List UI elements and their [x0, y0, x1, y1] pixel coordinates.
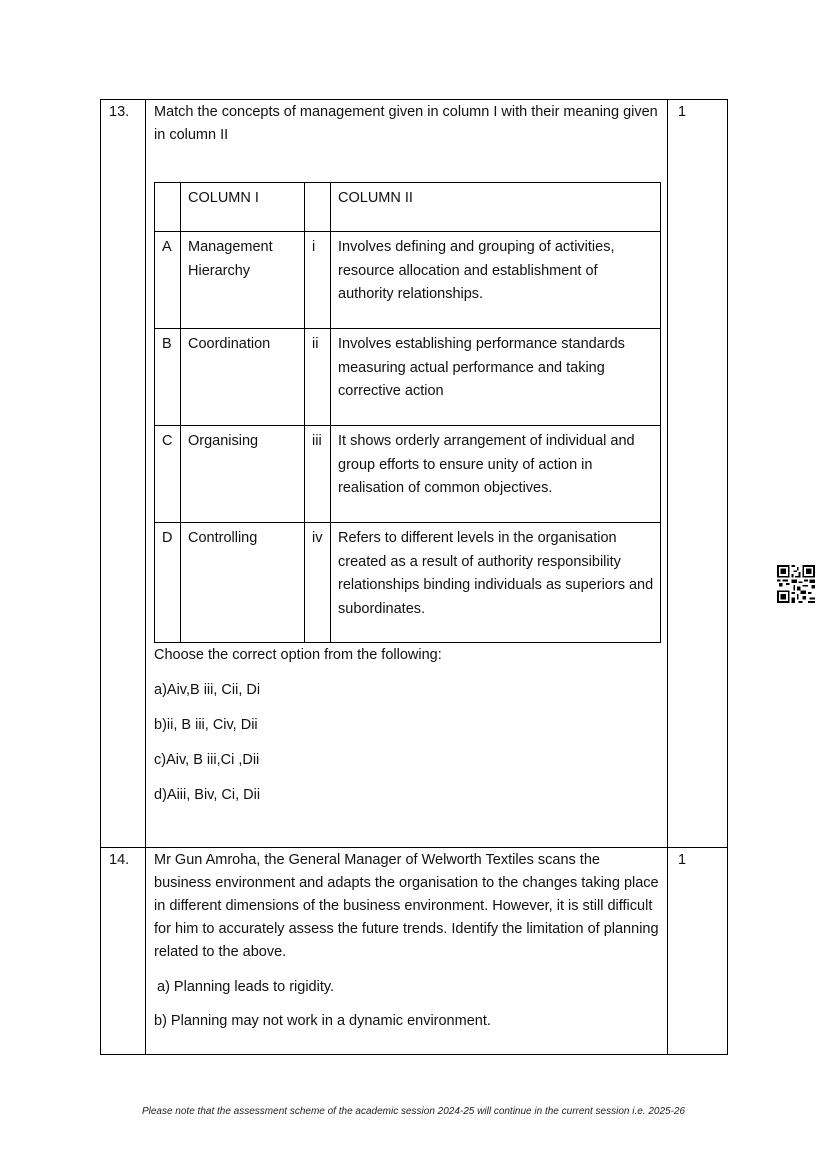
match-row: [155, 232, 661, 329]
option-c: c)Aiv, B iii,Ci ,Dii: [154, 752, 260, 768]
row-meaning: Refers to different levels in the organisation created as a result of authority responsibility relationships binding individuals as superiors and subordinates.: [331, 523, 661, 643]
qr-code-icon: [777, 565, 815, 603]
row-letter: A: [155, 232, 181, 329]
row-meaning: Involves defining and grouping of activities, resource allocation and establishment of authority relationships.: [331, 232, 661, 329]
column-2-header: COLUMN II: [331, 183, 661, 232]
row-concept: Management Hierarchy: [181, 232, 305, 329]
question-marks: 1: [668, 848, 728, 1055]
match-row: [155, 329, 661, 426]
row-roman: ii: [305, 329, 331, 426]
question-number: 13.: [101, 100, 146, 848]
question-body: [146, 848, 668, 1055]
footer-note: Please note that the assessment scheme of the academic session 2024-25 will continue in the current session i.e. 2025-26: [141, 1106, 686, 1117]
column-1-header: COLUMN I: [181, 183, 305, 232]
match-row: [155, 426, 661, 523]
question-body: [146, 100, 668, 848]
row-concept: Coordination: [181, 329, 305, 426]
row-roman: iii: [305, 426, 331, 523]
row-concept: Controlling: [181, 523, 305, 643]
row-roman: i: [305, 232, 331, 329]
option-b: b) Planning may not work in a dynamic environment.: [154, 1013, 491, 1029]
row-roman: iv: [305, 523, 331, 643]
question-number: 14.: [101, 848, 146, 1055]
row-meaning: Involves establishing performance standards measuring actual performance and taking corrective action: [331, 329, 661, 426]
instruction: Choose the correct option from the following:: [154, 647, 442, 663]
question-row-13: [101, 100, 728, 848]
row-meaning: It shows orderly arrangement of individual and group efforts to ensure unity of action in realisation of common objectives.: [331, 426, 661, 523]
question-row-14: [101, 848, 728, 1055]
option-a: a) Planning leads to rigidity.: [157, 979, 335, 995]
row-concept: Organising: [181, 426, 305, 523]
question-marks: 1: [668, 100, 728, 848]
match-row: [155, 523, 661, 643]
question-table: [100, 99, 728, 1055]
row-letter: B: [155, 329, 181, 426]
match-table-header: [155, 183, 661, 232]
option-a: a)Aiv,B iii, Cii, Di: [154, 682, 261, 698]
row-letter: C: [155, 426, 181, 523]
row-letter: D: [155, 523, 181, 643]
question-prompt: Match the concepts of management given in column I with their meaning given in column II: [154, 104, 658, 143]
match-table: [154, 182, 661, 643]
option-d: d)Aiii, Biv, Ci, Dii: [154, 787, 261, 803]
option-b: b)ii, B iii, Civ, Dii: [154, 717, 258, 733]
question-prompt: Mr Gun Amroha, the General Manager of Welworth Textiles scans the business environment and adapts the organisation to the changes taking place in different dimensions of the business environment. However, it is still difficult for him to accurately assess the future trends. Identify the limitation of planning related to the above.: [154, 852, 659, 960]
